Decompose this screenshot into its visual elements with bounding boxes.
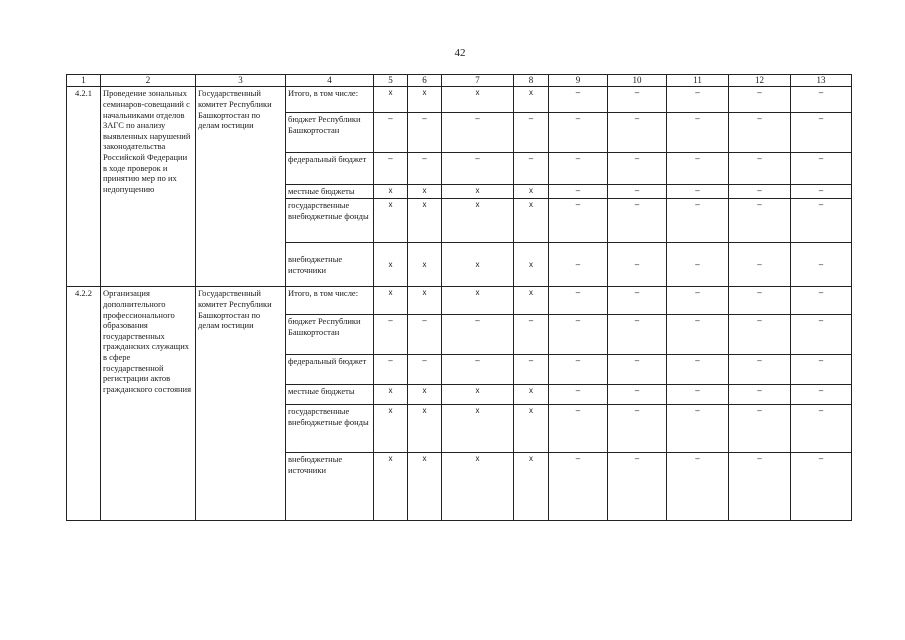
cross-mark: х	[514, 453, 549, 521]
cross-mark: х	[374, 453, 408, 521]
dash-mark: –	[729, 87, 791, 113]
funding-source: государственные внебюджетные фонды	[286, 199, 374, 243]
cross-mark: х	[408, 87, 442, 113]
cross-mark: х	[374, 199, 408, 243]
dash-mark: –	[729, 453, 791, 521]
cross-mark: х	[374, 385, 408, 405]
dash-mark: –	[442, 355, 514, 385]
funding-source: внебюджетные источники	[286, 243, 374, 287]
header-cell: 4	[286, 75, 374, 87]
cross-mark: х	[442, 453, 514, 521]
header-cell: 3	[196, 75, 286, 87]
cross-mark: х	[408, 185, 442, 199]
funding-source: Итого, в том числе:	[286, 87, 374, 113]
funding-source: местные бюджеты	[286, 385, 374, 405]
dash-mark: –	[408, 113, 442, 153]
cross-mark: х	[408, 405, 442, 453]
dash-mark: –	[791, 87, 852, 113]
dash-mark: –	[729, 385, 791, 405]
cross-mark: х	[374, 287, 408, 315]
cross-mark: х	[408, 385, 442, 405]
dash-mark: –	[667, 287, 729, 315]
dash-mark: –	[608, 153, 667, 185]
dash-mark: –	[667, 153, 729, 185]
cross-mark: х	[408, 453, 442, 521]
dash-mark: –	[729, 405, 791, 453]
cross-mark: х	[374, 405, 408, 453]
header-cell: 1	[67, 75, 101, 87]
dash-mark: –	[791, 243, 852, 287]
header-cell: 12	[729, 75, 791, 87]
dash-mark: –	[608, 355, 667, 385]
dash-mark: –	[514, 355, 549, 385]
dash-mark: –	[608, 453, 667, 521]
dash-mark: –	[549, 199, 608, 243]
funding-source: государственные внебюджетные фонды	[286, 405, 374, 453]
header-cell: 8	[514, 75, 549, 87]
dash-mark: –	[608, 405, 667, 453]
dash-mark: –	[549, 385, 608, 405]
dash-mark: –	[514, 315, 549, 355]
cross-mark: х	[374, 87, 408, 113]
dash-mark: –	[667, 199, 729, 243]
dash-mark: –	[608, 243, 667, 287]
header-cell: 13	[791, 75, 852, 87]
dash-mark: –	[608, 385, 667, 405]
dash-mark: –	[549, 405, 608, 453]
item-activity: Проведение зональных семинаров-совещаний с начальниками отделов ЗАГС по анализу выявленных нарушений законодательства Российской Федерации в ходе проверок и принятию мер по их недопущению	[101, 87, 196, 287]
cross-mark: х	[514, 87, 549, 113]
cross-mark: х	[374, 185, 408, 199]
dash-mark: –	[667, 453, 729, 521]
dash-mark: –	[729, 287, 791, 315]
dash-mark: –	[608, 113, 667, 153]
dash-mark: –	[549, 185, 608, 199]
dash-mark: –	[667, 355, 729, 385]
dash-mark: –	[791, 185, 852, 199]
table-row	[67, 87, 852, 113]
cross-mark: х	[514, 185, 549, 199]
cross-mark: х	[442, 199, 514, 243]
dash-mark: –	[729, 315, 791, 355]
dash-mark: –	[667, 113, 729, 153]
dash-mark: –	[549, 87, 608, 113]
dash-mark: –	[667, 87, 729, 113]
dash-mark: –	[667, 185, 729, 199]
funding-source: местные бюджеты	[286, 185, 374, 199]
dash-mark: –	[608, 287, 667, 315]
header-cell: 6	[408, 75, 442, 87]
dash-mark: –	[729, 355, 791, 385]
funding-source: внебюджетные источники	[286, 453, 374, 521]
dash-mark: –	[549, 287, 608, 315]
dash-mark: –	[442, 113, 514, 153]
dash-mark: –	[374, 315, 408, 355]
header-cell: 11	[667, 75, 729, 87]
dash-mark: –	[608, 185, 667, 199]
item-code: 4.2.2	[67, 287, 101, 521]
funding-source: бюджет Республики Башкортостан	[286, 113, 374, 153]
page-number: 42	[454, 47, 466, 59]
dash-mark: –	[791, 385, 852, 405]
cross-mark: х	[442, 87, 514, 113]
dash-mark: –	[608, 199, 667, 243]
header-cell: 2	[101, 75, 196, 87]
dash-mark: –	[791, 153, 852, 185]
dash-mark: –	[791, 113, 852, 153]
cross-mark: х	[442, 385, 514, 405]
cross-mark: х	[514, 243, 549, 287]
dash-mark: –	[791, 287, 852, 315]
dash-mark: –	[374, 153, 408, 185]
dash-mark: –	[729, 185, 791, 199]
dash-mark: –	[729, 153, 791, 185]
dash-mark: –	[667, 315, 729, 355]
dash-mark: –	[549, 153, 608, 185]
cross-mark: х	[374, 243, 408, 287]
table-row	[67, 287, 852, 315]
header-cell: 9	[549, 75, 608, 87]
cross-mark: х	[514, 405, 549, 453]
dash-mark: –	[514, 153, 549, 185]
header-cell: 7	[442, 75, 514, 87]
dash-mark: –	[667, 405, 729, 453]
funding-source: Итого, в том числе:	[286, 287, 374, 315]
header-cell: 10	[608, 75, 667, 87]
dash-mark: –	[791, 355, 852, 385]
dash-mark: –	[667, 385, 729, 405]
dash-mark: –	[791, 453, 852, 521]
dash-mark: –	[374, 355, 408, 385]
dash-mark: –	[374, 113, 408, 153]
program-table	[66, 74, 852, 521]
item-executor: Государственный комитет Республики Башкортостан по делам юстиции	[196, 87, 286, 287]
cross-mark: х	[514, 287, 549, 315]
dash-mark: –	[408, 355, 442, 385]
item-code: 4.2.1	[67, 87, 101, 287]
dash-mark: –	[729, 243, 791, 287]
dash-mark: –	[791, 315, 852, 355]
cross-mark: х	[442, 287, 514, 315]
dash-mark: –	[549, 315, 608, 355]
dash-mark: –	[442, 315, 514, 355]
funding-source: федеральный бюджет	[286, 355, 374, 385]
dash-mark: –	[791, 405, 852, 453]
funding-source: федеральный бюджет	[286, 153, 374, 185]
funding-source: бюджет Республики Башкортостан	[286, 315, 374, 355]
dash-mark: –	[729, 199, 791, 243]
dash-mark: –	[549, 243, 608, 287]
dash-mark: –	[408, 315, 442, 355]
cross-mark: х	[514, 385, 549, 405]
cross-mark: х	[514, 199, 549, 243]
cross-mark: х	[442, 405, 514, 453]
dash-mark: –	[729, 113, 791, 153]
header-cell: 5	[374, 75, 408, 87]
dash-mark: –	[667, 243, 729, 287]
dash-mark: –	[408, 153, 442, 185]
dash-mark: –	[442, 153, 514, 185]
cross-mark: х	[442, 243, 514, 287]
dash-mark: –	[608, 87, 667, 113]
cross-mark: х	[442, 185, 514, 199]
item-executor: Государственный комитет Республики Башкортостан по делам юстиции	[196, 287, 286, 521]
dash-mark: –	[608, 315, 667, 355]
item-activity: Организация дополнительного профессионального образования государственных гражданских служащих в сфере государственной регистрации актов гражданского состояния	[101, 287, 196, 521]
dash-mark: –	[549, 113, 608, 153]
cross-mark: х	[408, 243, 442, 287]
dash-mark: –	[791, 199, 852, 243]
header-row	[67, 75, 852, 87]
cross-mark: х	[408, 199, 442, 243]
cross-mark: х	[408, 287, 442, 315]
dash-mark: –	[549, 453, 608, 521]
dash-mark: –	[549, 355, 608, 385]
dash-mark: –	[514, 113, 549, 153]
